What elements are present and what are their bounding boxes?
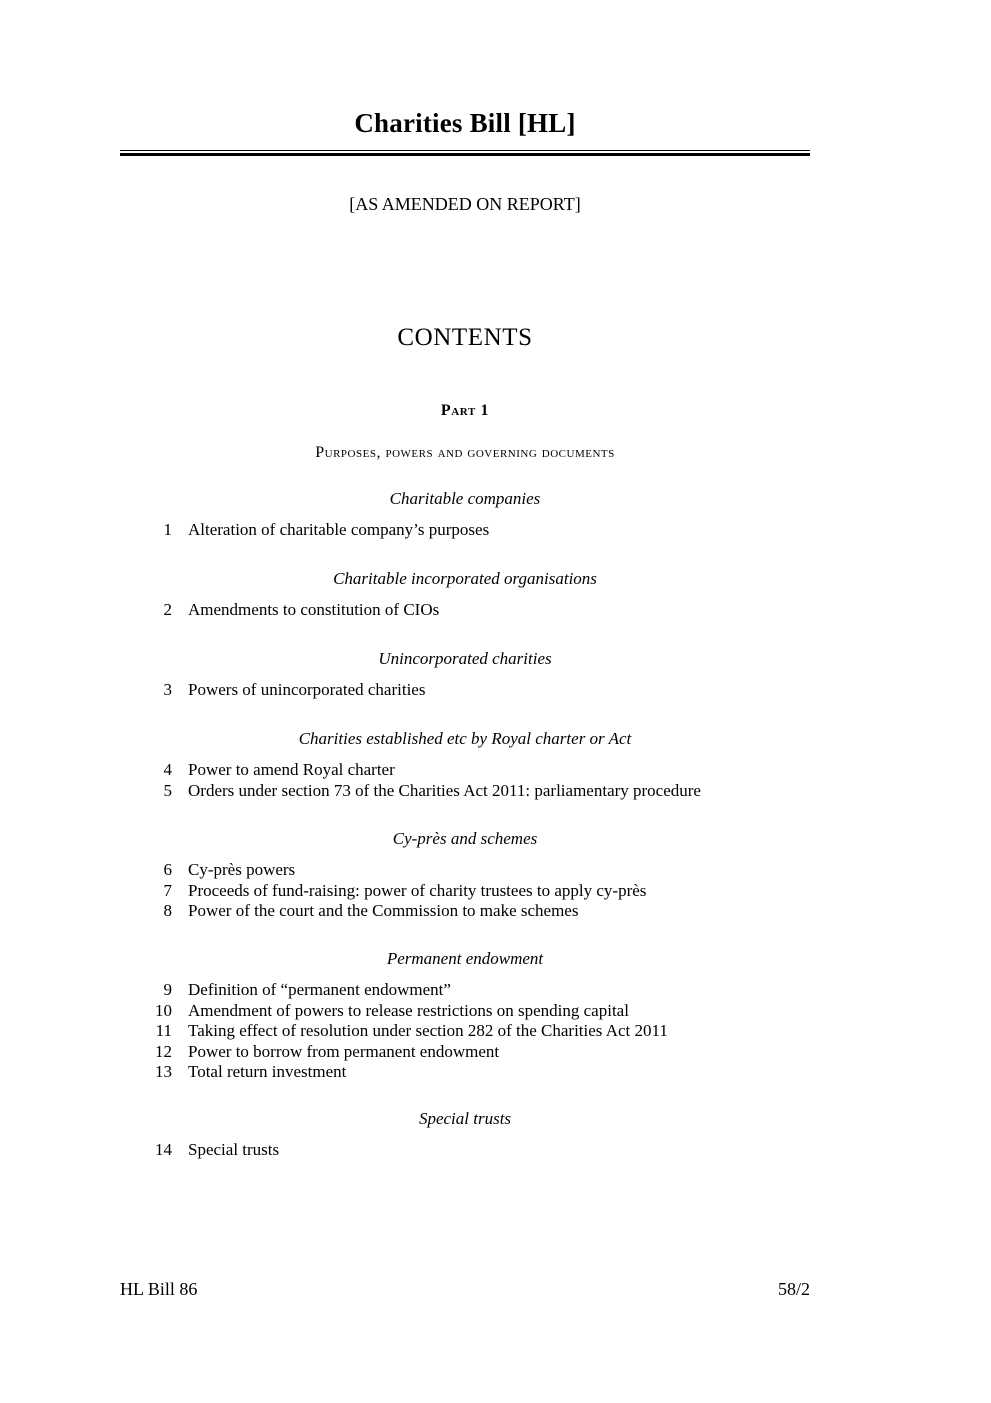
contents-entry[interactable] — [120, 1062, 810, 1083]
entry-number: 4 — [163, 760, 172, 779]
cross-heading: Charities established etc by Royal charter or Act — [298, 729, 632, 748]
contents-group — [120, 648, 810, 701]
contents-entry[interactable] — [120, 881, 810, 902]
part-title-heading: Purposes, powers and governing documents — [315, 444, 615, 461]
cross-heading: Cy-près and schemes — [392, 829, 538, 848]
contents-entry[interactable] — [120, 1021, 810, 1042]
entry-title: Special trusts — [188, 1140, 280, 1159]
entry-number: 8 — [163, 901, 172, 920]
contents-entry-list — [120, 520, 810, 541]
contents-entry[interactable] — [120, 901, 810, 922]
entry-title: Orders under section 73 of the Charities Act 2011: parliamentary procedure — [188, 780, 701, 800]
contents-group — [120, 948, 810, 1083]
contents-entry[interactable] — [120, 1001, 810, 1022]
contents-entry[interactable] — [120, 520, 810, 541]
bill-number: HL Bill 86 — [120, 1279, 198, 1299]
entry-number: 2 — [163, 600, 172, 619]
entry-number: 3 — [163, 680, 172, 699]
entry-title: Proceeds of fund-raising: power of charity trustees to apply cy-près — [188, 880, 647, 900]
contents-heading: CONTENTS — [397, 324, 533, 351]
cross-heading: Special trusts — [418, 1109, 512, 1128]
contents-entry[interactable] — [120, 680, 810, 701]
contents-group — [120, 1108, 810, 1161]
entry-title: Definition of “permanent endowment” — [188, 980, 451, 999]
contents-entry-list — [120, 600, 810, 621]
contents-group — [120, 488, 810, 541]
contents-entry[interactable] — [120, 1140, 810, 1161]
entry-number: 9 — [163, 980, 172, 999]
entry-number: 11 — [155, 1021, 172, 1040]
entry-title: Cy-près powers — [188, 860, 296, 879]
contents-entry-list — [120, 760, 810, 801]
entry-title: Total return investment — [188, 1062, 347, 1081]
cross-heading: Unincorporated charities — [378, 649, 552, 668]
contents-entry-list — [120, 680, 810, 701]
entry-title: Amendments to constitution of CIOs — [188, 600, 440, 619]
contents-entry[interactable] — [120, 1042, 810, 1063]
entry-title: Alteration of charitable company’s purposes — [188, 520, 490, 539]
contents-entry[interactable] — [120, 760, 810, 781]
entry-number: 5 — [163, 780, 172, 800]
entry-number: 13 — [155, 1062, 172, 1081]
cross-heading: Charitable companies — [389, 489, 541, 508]
title-divider-rule — [120, 150, 810, 156]
divider-line-lower — [120, 153, 810, 156]
entry-number: 6 — [163, 860, 172, 879]
contents-entry-list — [120, 1140, 810, 1161]
contents-group — [120, 728, 810, 801]
amendment-status: [AS AMENDED ON REPORT] — [349, 194, 581, 214]
entry-title: Powers of unincorporated charities — [188, 680, 426, 699]
entry-number: 12 — [155, 1041, 172, 1061]
part-number-heading: Part 1 — [440, 402, 490, 419]
contents-entry[interactable] — [120, 860, 810, 881]
page-title: Charities Bill [HL] — [354, 108, 576, 138]
entry-number: 1 — [163, 520, 172, 539]
entry-number: 14 — [155, 1140, 172, 1159]
page-reference: 58/2 — [777, 1279, 810, 1299]
entry-title: Power to amend Royal charter — [188, 760, 395, 779]
contents-entry[interactable] — [120, 600, 810, 621]
page-footer — [120, 1277, 810, 1301]
contents-entry-list — [120, 980, 810, 1083]
entry-title: Amendment of powers to release restrictions on spending capital — [188, 1000, 629, 1020]
entry-title: Power of the court and the Commission to make schemes — [188, 901, 579, 920]
cross-heading: Permanent endowment — [386, 949, 544, 968]
contents-group — [120, 568, 810, 621]
entry-title: Taking effect of resolution under section 282 of the Charities Act 2011 — [188, 1021, 668, 1040]
entry-number: 7 — [163, 880, 172, 900]
entry-number: 10 — [155, 1000, 172, 1020]
contents-entry[interactable] — [120, 980, 810, 1001]
contents-entry-list — [120, 860, 810, 922]
contents-entry[interactable] — [120, 781, 810, 802]
entry-title: Power to borrow from permanent endowment — [188, 1041, 500, 1061]
cross-heading: Charitable incorporated organisations — [333, 569, 597, 588]
contents-group — [120, 828, 810, 922]
